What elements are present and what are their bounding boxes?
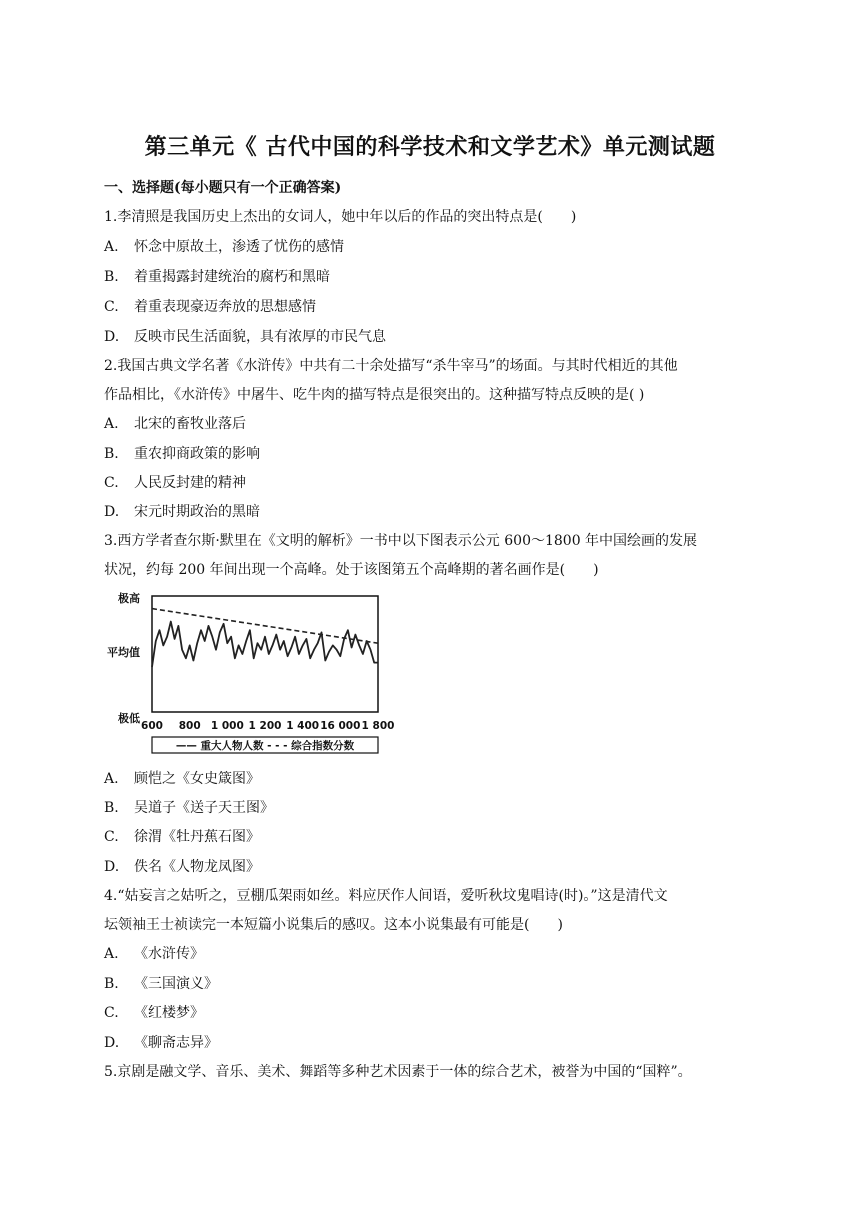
option-letter: C. (104, 475, 119, 491)
option-letter: B. (104, 800, 119, 816)
y-label-mid: 平均值 (107, 646, 140, 659)
x-tick-label: 600 (141, 720, 163, 732)
question-4-option-c[interactable] (104, 1002, 204, 1022)
question-3-stem-line-2: 状况，约每 200 年间出现一个高峰。处于该图第五个高峰期的著名画作是( ) (104, 562, 599, 578)
question-3-option-d[interactable] (104, 856, 260, 876)
question-2-stem-line-2: 作品相比，《水浒传》中屠牛、吃牛肉的描写特点是很突出的。这种描写特点反映的是( ) (104, 387, 645, 403)
option-letter: D. (104, 329, 120, 345)
option-letter: D. (104, 859, 120, 875)
option-text: 《三国演义》 (134, 976, 218, 992)
legend-text: —— 重大人物人数 - - - 综合指数分数 (175, 740, 355, 752)
question-2-option-a[interactable] (104, 413, 246, 433)
option-letter: A. (104, 946, 119, 962)
question-3-option-b[interactable] (104, 797, 274, 817)
option-letter: B. (104, 976, 119, 992)
x-tick-label: 1 800 (361, 720, 394, 732)
option-letter: A. (104, 416, 119, 432)
option-text: 人民反封建的精神 (134, 475, 246, 491)
option-text: 着重揭露封建统治的腐朽和黑暗 (134, 269, 330, 285)
question-4-option-a[interactable] (104, 943, 204, 963)
question-2-option-c[interactable] (104, 472, 246, 492)
option-letter: C. (104, 299, 119, 315)
question-3-option-c[interactable] (104, 826, 260, 846)
question-2-stem-line-1: 2.我国古典文学名著《水浒传》中共有二十余处描写“杀牛宰马”的场面。与其时代相近的其他 (104, 358, 678, 374)
option-letter: B. (104, 269, 119, 285)
option-text: 怀念中原故土，渗透了忧伤的感情 (134, 239, 344, 255)
x-tick-label: 1 400 (286, 720, 320, 732)
question-1-option-d[interactable] (104, 326, 386, 346)
option-text: 顾恺之《女史箴图》 (134, 771, 260, 787)
question-3-option-a[interactable] (104, 768, 260, 788)
option-letter: C. (104, 1005, 119, 1021)
question-1-option-b[interactable] (104, 266, 330, 286)
option-letter: A. (104, 771, 119, 787)
option-text: 《水浒传》 (134, 946, 204, 962)
question-2-option-d[interactable] (104, 501, 260, 521)
option-text: 着重表现豪迈奔放的思想感情 (134, 299, 316, 315)
x-tick-label: 1 200 (248, 720, 282, 732)
option-text: 重农抑商政策的影响 (134, 446, 260, 462)
question-5-stem: 5.京剧是融文学、音乐、美术、舞蹈等多种艺术因素于一体的综合艺术，被誉为中国的“国粹”。 (104, 1064, 692, 1080)
question-4-stem-line-1: 4.“姑妄言之姑听之，豆棚瓜架雨如丝。料应厌作人间语，爱听秋坟鬼唱诗(时)。”这是清代文 (104, 888, 668, 904)
question-1-option-a[interactable] (104, 236, 344, 256)
option-letter: D. (104, 1035, 120, 1051)
x-tick-label: 800 (178, 720, 201, 732)
series-line-major-figures (152, 622, 378, 667)
option-letter: A. (104, 239, 119, 255)
question-1-stem: 1.李清照是我国历史上杰出的女词人，她中年以后的作品的突出特点是( ) (104, 209, 577, 225)
option-text: 宋元时期政治的黑暗 (134, 504, 260, 520)
question-3-stem-line-1: 3.西方学者查尔斯·默里在《文明的解析》一书中以下图表示公元 600～1800 年中国绘画的发展 (104, 533, 698, 549)
option-text: 《聊斋志异》 (134, 1035, 218, 1051)
option-text: 《红楼梦》 (134, 1005, 204, 1021)
painting-development-chart (104, 588, 394, 756)
question-4-stem-line-2: 坛领袖王士祯读完一本短篇小说集后的感叹。这本小说集最有可能是( ) (104, 917, 563, 933)
option-text: 反映市民生活面貌，具有浓厚的市民气息 (134, 329, 386, 345)
page-title: 第三单元《 古代中国的科学技术和文学艺术》单元测试题 (144, 134, 716, 160)
x-tick-label: 1 000 (210, 720, 244, 732)
question-2-option-b[interactable] (104, 443, 260, 463)
x-tick-label: 16 000 (320, 720, 361, 732)
y-label-high: 极高 (118, 592, 140, 605)
option-letter: D. (104, 504, 120, 520)
option-letter: C. (104, 829, 119, 845)
option-text: 吴道子《送子天王图》 (134, 800, 274, 816)
option-text: 佚名《人物龙凤图》 (134, 859, 260, 875)
y-label-low: 极低 (118, 712, 140, 725)
question-1-option-c[interactable] (104, 296, 316, 316)
option-letter: B. (104, 446, 119, 462)
option-text: 北宋的畜牧业落后 (134, 416, 246, 432)
question-4-option-b[interactable] (104, 973, 218, 993)
option-text: 徐渭《牡丹蕉石图》 (134, 829, 260, 845)
question-4-option-d[interactable] (104, 1032, 218, 1052)
section-heading: 一、选择题(每小题只有一个正确答案) (104, 180, 342, 196)
